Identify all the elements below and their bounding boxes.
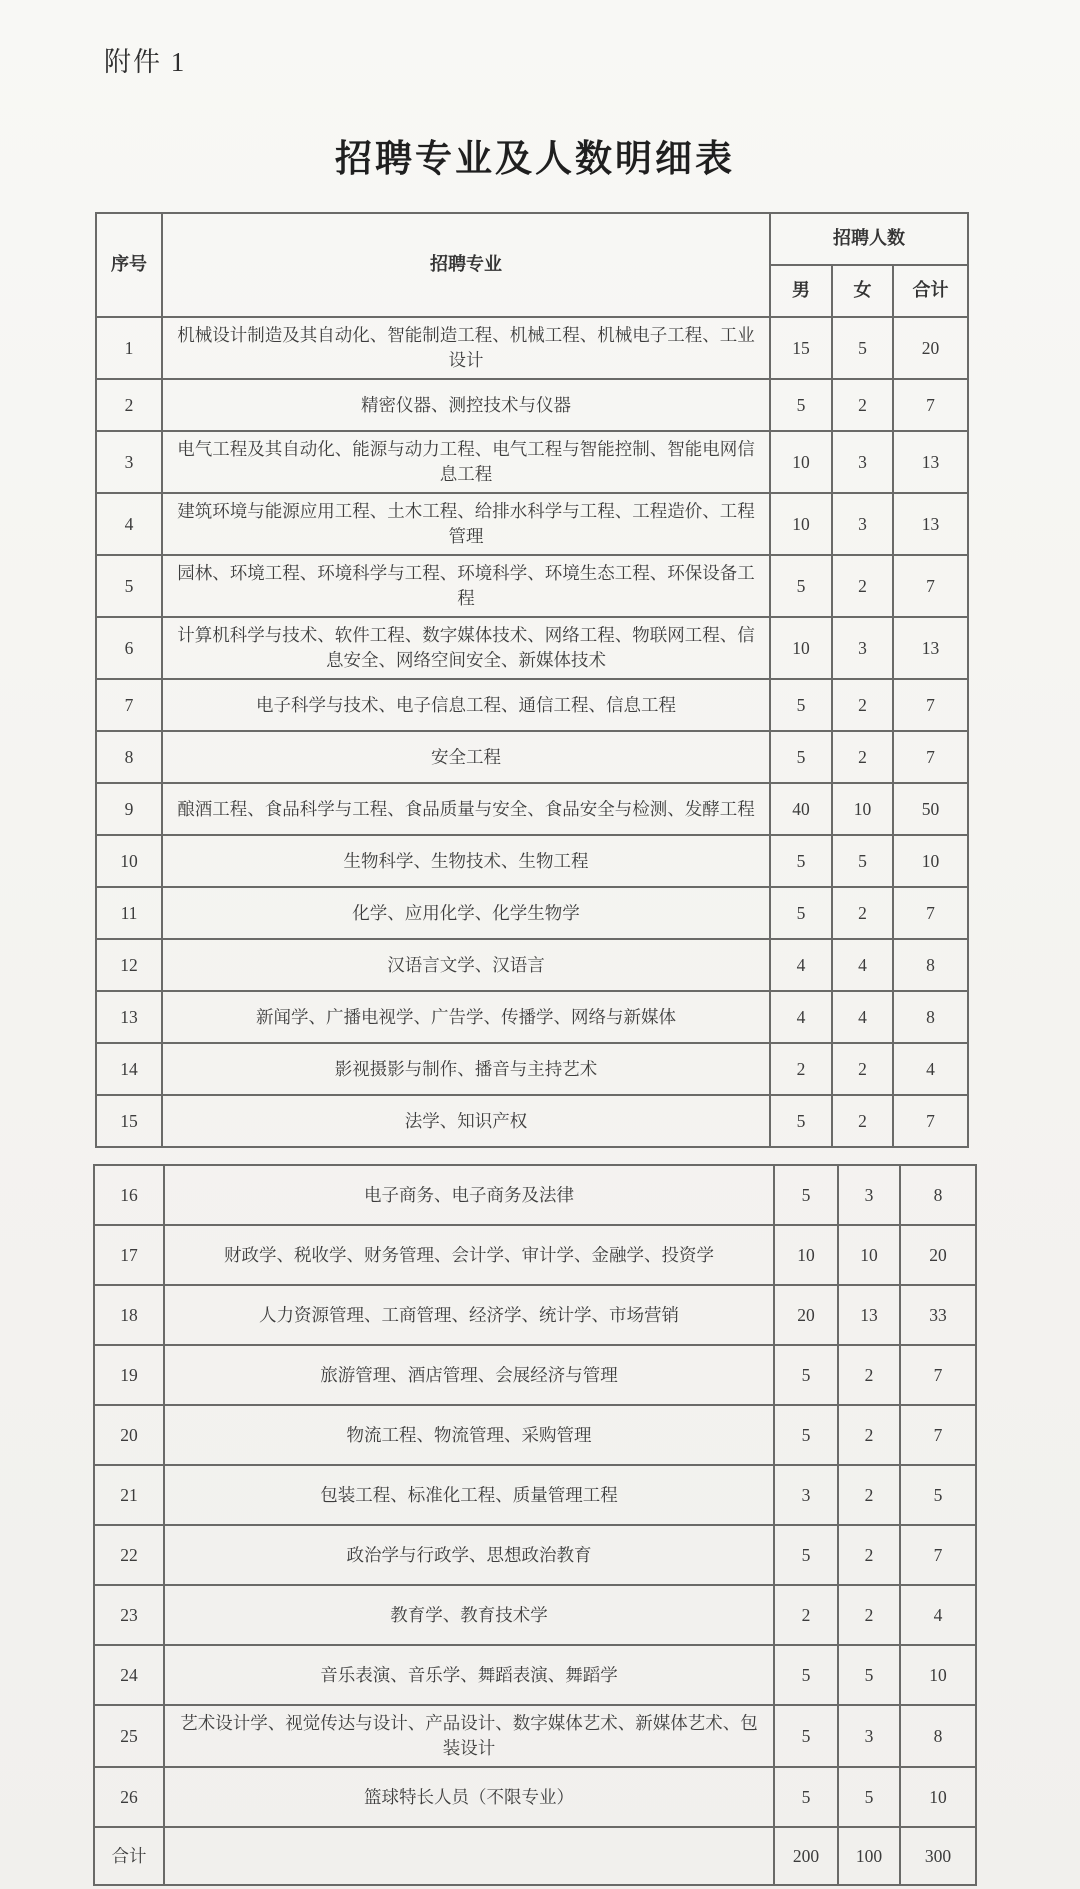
row-male: 20 bbox=[774, 1285, 838, 1345]
attachment-label: 附件 1 bbox=[104, 47, 187, 77]
row-major: 建筑环境与能源应用工程、土木工程、给排水科学与工程、工程造价、工程管理 bbox=[162, 493, 770, 555]
table-row bbox=[96, 493, 968, 555]
row-index: 3 bbox=[96, 431, 162, 493]
row-female: 2 bbox=[832, 1043, 893, 1095]
row-female: 2 bbox=[838, 1525, 900, 1585]
table-row bbox=[94, 1285, 976, 1345]
row-male: 5 bbox=[770, 555, 832, 617]
row-female: 2 bbox=[838, 1405, 900, 1465]
row-major: 园林、环境工程、环境科学与工程、环境科学、环境生态工程、环保设备工程 bbox=[162, 555, 770, 617]
row-male: 4 bbox=[770, 991, 832, 1043]
row-major: 教育学、教育技术学 bbox=[164, 1585, 774, 1645]
table-row bbox=[96, 1043, 968, 1095]
row-total: 20 bbox=[900, 1225, 976, 1285]
row-total: 7 bbox=[900, 1405, 976, 1465]
row-male: 5 bbox=[770, 379, 832, 431]
row-male: 5 bbox=[770, 1095, 832, 1147]
table-row bbox=[94, 1525, 976, 1585]
row-female: 4 bbox=[832, 939, 893, 991]
row-female: 2 bbox=[832, 555, 893, 617]
col-header-male: 男 bbox=[770, 265, 832, 317]
total-major-empty bbox=[164, 1827, 774, 1885]
col-header-major: 招聘专业 bbox=[162, 213, 770, 317]
table-row bbox=[96, 835, 968, 887]
row-index: 1 bbox=[96, 317, 162, 379]
row-male: 5 bbox=[774, 1165, 838, 1225]
row-major: 精密仪器、测控技术与仪器 bbox=[162, 379, 770, 431]
row-major: 人力资源管理、工商管理、经济学、统计学、市场营销 bbox=[164, 1285, 774, 1345]
total-total: 300 bbox=[900, 1827, 976, 1885]
row-index: 18 bbox=[94, 1285, 164, 1345]
row-total: 8 bbox=[900, 1705, 976, 1767]
row-total: 7 bbox=[900, 1345, 976, 1405]
total-male: 200 bbox=[774, 1827, 838, 1885]
row-total: 7 bbox=[893, 1095, 968, 1147]
row-female: 5 bbox=[832, 835, 893, 887]
row-major: 电子科学与技术、电子信息工程、通信工程、信息工程 bbox=[162, 679, 770, 731]
col-header-index: 序号 bbox=[96, 213, 162, 317]
table-row bbox=[94, 1165, 976, 1225]
row-male: 5 bbox=[774, 1405, 838, 1465]
row-major: 化学、应用化学、化学生物学 bbox=[162, 887, 770, 939]
row-index: 20 bbox=[94, 1405, 164, 1465]
row-male: 10 bbox=[770, 617, 832, 679]
row-index: 7 bbox=[96, 679, 162, 731]
row-index: 21 bbox=[94, 1465, 164, 1525]
row-major: 机械设计制造及其自动化、智能制造工程、机械工程、机械电子工程、工业设计 bbox=[162, 317, 770, 379]
row-major: 汉语言文学、汉语言 bbox=[162, 939, 770, 991]
row-total: 4 bbox=[900, 1585, 976, 1645]
row-index: 23 bbox=[94, 1585, 164, 1645]
row-index: 19 bbox=[94, 1345, 164, 1405]
row-total: 13 bbox=[893, 617, 968, 679]
row-female: 2 bbox=[838, 1585, 900, 1645]
row-major: 影视摄影与制作、播音与主持艺术 bbox=[162, 1043, 770, 1095]
table-row bbox=[94, 1705, 976, 1767]
row-male: 10 bbox=[770, 431, 832, 493]
row-total: 20 bbox=[893, 317, 968, 379]
table-row bbox=[96, 939, 968, 991]
row-major: 篮球特长人员（不限专业） bbox=[164, 1767, 774, 1827]
row-index: 8 bbox=[96, 731, 162, 783]
row-total: 7 bbox=[893, 379, 968, 431]
row-index: 5 bbox=[96, 555, 162, 617]
row-male: 5 bbox=[770, 679, 832, 731]
row-total: 33 bbox=[900, 1285, 976, 1345]
table-row bbox=[94, 1465, 976, 1525]
row-female: 5 bbox=[832, 317, 893, 379]
row-total: 13 bbox=[893, 431, 968, 493]
row-male: 10 bbox=[774, 1225, 838, 1285]
row-major: 政治学与行政学、思想政治教育 bbox=[164, 1525, 774, 1585]
row-female: 3 bbox=[838, 1705, 900, 1767]
row-major: 新闻学、广播电视学、广告学、传播学、网络与新媒体 bbox=[162, 991, 770, 1043]
col-header-recruit-count: 招聘人数 bbox=[770, 213, 968, 265]
row-female: 2 bbox=[832, 379, 893, 431]
col-header-total: 合计 bbox=[893, 265, 968, 317]
table-row bbox=[94, 1405, 976, 1465]
row-male: 40 bbox=[770, 783, 832, 835]
row-male: 5 bbox=[774, 1525, 838, 1585]
row-index: 22 bbox=[94, 1525, 164, 1585]
recruitment-table-part-1 bbox=[95, 212, 969, 1148]
table-row bbox=[94, 1767, 976, 1827]
row-index: 4 bbox=[96, 493, 162, 555]
row-index: 15 bbox=[96, 1095, 162, 1147]
table-row bbox=[96, 617, 968, 679]
row-total: 7 bbox=[893, 731, 968, 783]
row-major: 安全工程 bbox=[162, 731, 770, 783]
row-female: 10 bbox=[838, 1225, 900, 1285]
table-row bbox=[96, 1095, 968, 1147]
row-male: 3 bbox=[774, 1465, 838, 1525]
row-index: 2 bbox=[96, 379, 162, 431]
row-major: 计算机科学与技术、软件工程、数字媒体技术、网络工程、物联网工程、信息安全、网络空间安全、新媒体技术 bbox=[162, 617, 770, 679]
row-male: 2 bbox=[774, 1585, 838, 1645]
row-index: 11 bbox=[96, 887, 162, 939]
row-female: 2 bbox=[832, 679, 893, 731]
row-female: 10 bbox=[832, 783, 893, 835]
row-male: 5 bbox=[774, 1767, 838, 1827]
table-total-row bbox=[94, 1827, 976, 1885]
row-female: 5 bbox=[838, 1767, 900, 1827]
row-index: 16 bbox=[94, 1165, 164, 1225]
row-male: 4 bbox=[770, 939, 832, 991]
row-major: 包装工程、标准化工程、质量管理工程 bbox=[164, 1465, 774, 1525]
row-total: 7 bbox=[900, 1525, 976, 1585]
row-male: 5 bbox=[770, 887, 832, 939]
row-major: 物流工程、物流管理、采购管理 bbox=[164, 1405, 774, 1465]
row-female: 3 bbox=[832, 617, 893, 679]
row-female: 2 bbox=[838, 1345, 900, 1405]
row-male: 5 bbox=[774, 1345, 838, 1405]
row-female: 3 bbox=[832, 493, 893, 555]
row-index: 12 bbox=[96, 939, 162, 991]
table-row bbox=[96, 783, 968, 835]
row-female: 2 bbox=[838, 1465, 900, 1525]
row-index: 9 bbox=[96, 783, 162, 835]
row-total: 8 bbox=[893, 939, 968, 991]
row-major: 生物科学、生物技术、生物工程 bbox=[162, 835, 770, 887]
row-female: 4 bbox=[832, 991, 893, 1043]
row-index: 13 bbox=[96, 991, 162, 1043]
total-female: 100 bbox=[838, 1827, 900, 1885]
table-row bbox=[96, 731, 968, 783]
row-total: 50 bbox=[893, 783, 968, 835]
row-major: 酿酒工程、食品科学与工程、食品质量与安全、食品安全与检测、发酵工程 bbox=[162, 783, 770, 835]
table-row bbox=[94, 1585, 976, 1645]
row-female: 13 bbox=[838, 1285, 900, 1345]
row-total: 5 bbox=[900, 1465, 976, 1525]
row-male: 15 bbox=[770, 317, 832, 379]
row-total: 10 bbox=[900, 1767, 976, 1827]
row-male: 2 bbox=[770, 1043, 832, 1095]
row-male: 5 bbox=[774, 1645, 838, 1705]
row-female: 2 bbox=[832, 887, 893, 939]
table-row bbox=[96, 679, 968, 731]
row-total: 7 bbox=[893, 679, 968, 731]
row-female: 3 bbox=[832, 431, 893, 493]
table-row bbox=[96, 555, 968, 617]
row-total: 8 bbox=[893, 991, 968, 1043]
row-female: 5 bbox=[838, 1645, 900, 1705]
row-total: 4 bbox=[893, 1043, 968, 1095]
table-row bbox=[96, 317, 968, 379]
row-index: 10 bbox=[96, 835, 162, 887]
row-index: 6 bbox=[96, 617, 162, 679]
row-female: 2 bbox=[832, 1095, 893, 1147]
page-title: 招聘专业及人数明细表 bbox=[335, 139, 735, 180]
row-male: 10 bbox=[770, 493, 832, 555]
row-total: 10 bbox=[900, 1645, 976, 1705]
recruitment-table-part-2 bbox=[93, 1164, 977, 1886]
row-total: 13 bbox=[893, 493, 968, 555]
row-male: 5 bbox=[770, 731, 832, 783]
row-index: 17 bbox=[94, 1225, 164, 1285]
col-header-female: 女 bbox=[832, 265, 893, 317]
table-row bbox=[96, 887, 968, 939]
table-row bbox=[94, 1225, 976, 1285]
row-major: 财政学、税收学、财务管理、会计学、审计学、金融学、投资学 bbox=[164, 1225, 774, 1285]
row-female: 3 bbox=[838, 1165, 900, 1225]
row-index: 24 bbox=[94, 1645, 164, 1705]
row-total: 10 bbox=[893, 835, 968, 887]
row-major: 音乐表演、音乐学、舞蹈表演、舞蹈学 bbox=[164, 1645, 774, 1705]
row-index: 26 bbox=[94, 1767, 164, 1827]
row-major: 电子商务、电子商务及法律 bbox=[164, 1165, 774, 1225]
row-male: 5 bbox=[774, 1705, 838, 1767]
row-index: 25 bbox=[94, 1705, 164, 1767]
row-total: 7 bbox=[893, 887, 968, 939]
row-major: 艺术设计学、视觉传达与设计、产品设计、数字媒体艺术、新媒体艺术、包装设计 bbox=[164, 1705, 774, 1767]
row-male: 5 bbox=[770, 835, 832, 887]
table-row bbox=[96, 379, 968, 431]
row-major: 旅游管理、酒店管理、会展经济与管理 bbox=[164, 1345, 774, 1405]
row-major: 法学、知识产权 bbox=[162, 1095, 770, 1147]
total-label: 合计 bbox=[94, 1827, 164, 1885]
table-row bbox=[94, 1645, 976, 1705]
table-row bbox=[96, 431, 968, 493]
row-female: 2 bbox=[832, 731, 893, 783]
row-index: 14 bbox=[96, 1043, 162, 1095]
table-row bbox=[94, 1345, 976, 1405]
row-major: 电气工程及其自动化、能源与动力工程、电气工程与智能控制、智能电网信息工程 bbox=[162, 431, 770, 493]
row-total: 8 bbox=[900, 1165, 976, 1225]
row-total: 7 bbox=[893, 555, 968, 617]
table-row bbox=[96, 991, 968, 1043]
header-row-top bbox=[96, 213, 968, 265]
